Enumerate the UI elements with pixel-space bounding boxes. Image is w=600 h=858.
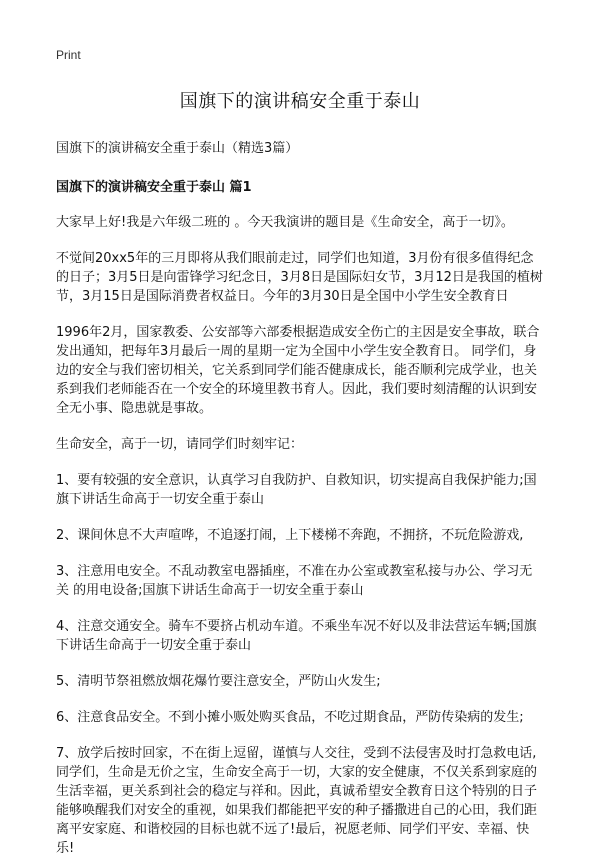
paragraph-remember: 生命安全，高于一切，请同学们时刻牢记：	[56, 437, 304, 452]
document-body	[56, 213, 544, 858]
paragraph-item-3: 3、注意用电安全。不乱动教室电器插座，不准在办公室或教室私接与办公、学习无关 的用电设备;国旗下讲话生命高于一切安全重于泰山	[56, 564, 533, 598]
paragraph-history: 1996年2月，国家教委、公安部等六部委根据造成安全伤亡的主因是安全事故，联合发出通知，把每年3月最后一周的星期一定为全国中小学生安全教育日。 同学们，身边的安全与我们密切相关，它关系到同学们能否健康成长，能否顺利完成学业，也关系到我们老师能否在一个安全的环境里教书育人。因此，我们要时刻清醒的认识到安全无小事、隐患就是事故。	[56, 325, 540, 416]
section-heading: 国旗下的演讲稿安全重于泰山 篇1	[56, 180, 252, 195]
paragraph-march: 不觉间20xx5年的三月即将从我们眼前走过，同学们也知道，3月份有很多值得纪念的日子；3月5日是向雷锋学习纪念日，3月8日是国际妇女节，3月12日是我国的植树节，3月15日是国际消费者权益日。今年的3月30日是全国中小学生安全教育日	[56, 251, 543, 304]
paragraph-item-4: 4、注意交通安全。骑车不要挤占机动车道。不乘坐车况不好以及非法营运车辆;国旗下讲话生命高于一切安全重于泰山	[56, 619, 537, 653]
paragraph-item-5: 5、清明节祭祖燃放烟花爆竹要注意安全，严防山火发生;	[56, 674, 381, 689]
print-link[interactable]: Print	[56, 48, 81, 62]
document-title: 国旗下的演讲稿安全重于泰山	[179, 91, 421, 112]
paragraph-item-1: 1、要有较强的安全意识，认真学习自我防护、自救知识，切实提高自我保护能力;国旗下讲话生命高于一切安全重于泰山	[56, 473, 537, 507]
paragraph-item-6: 6、注意食品安全。不到小摊小贩处购买食品，不吃过期食品，严防传染病的发生;	[56, 710, 524, 725]
paragraph-item-2: 2、课间休息不大声喧哗，不追逐打闹，上下楼梯不奔跑，不拥挤，不玩危险游戏,	[56, 528, 524, 543]
paragraph-item-7: 7、放学后按时回家，不在街上逗留，谨慎与人交往，受到不法侵害及时打急救电话, 同学们，生命是无价之宝，生命安全高于一切，大家的安全健康，不仅关系到家庭的生活幸福，更关系到社会的稳定与祥和。因此，真诚希望安全教育日这个特别的日子能够唤醒我们对安全的重视，如果我们都能把平安的种子播撒进自己的心田，我们距离平安家庭、和谐校园的目标也就不远了!最后，祝愿老师、同学们平安、幸福、快乐!	[56, 746, 538, 856]
document-subtitle: 国旗下的演讲稿安全重于泰山（精选3篇）	[56, 141, 299, 156]
paragraph-greeting: 大家早上好!我是六年级二班的 。今天我演讲的题目是《生命安全，高于一切》。	[56, 215, 514, 230]
